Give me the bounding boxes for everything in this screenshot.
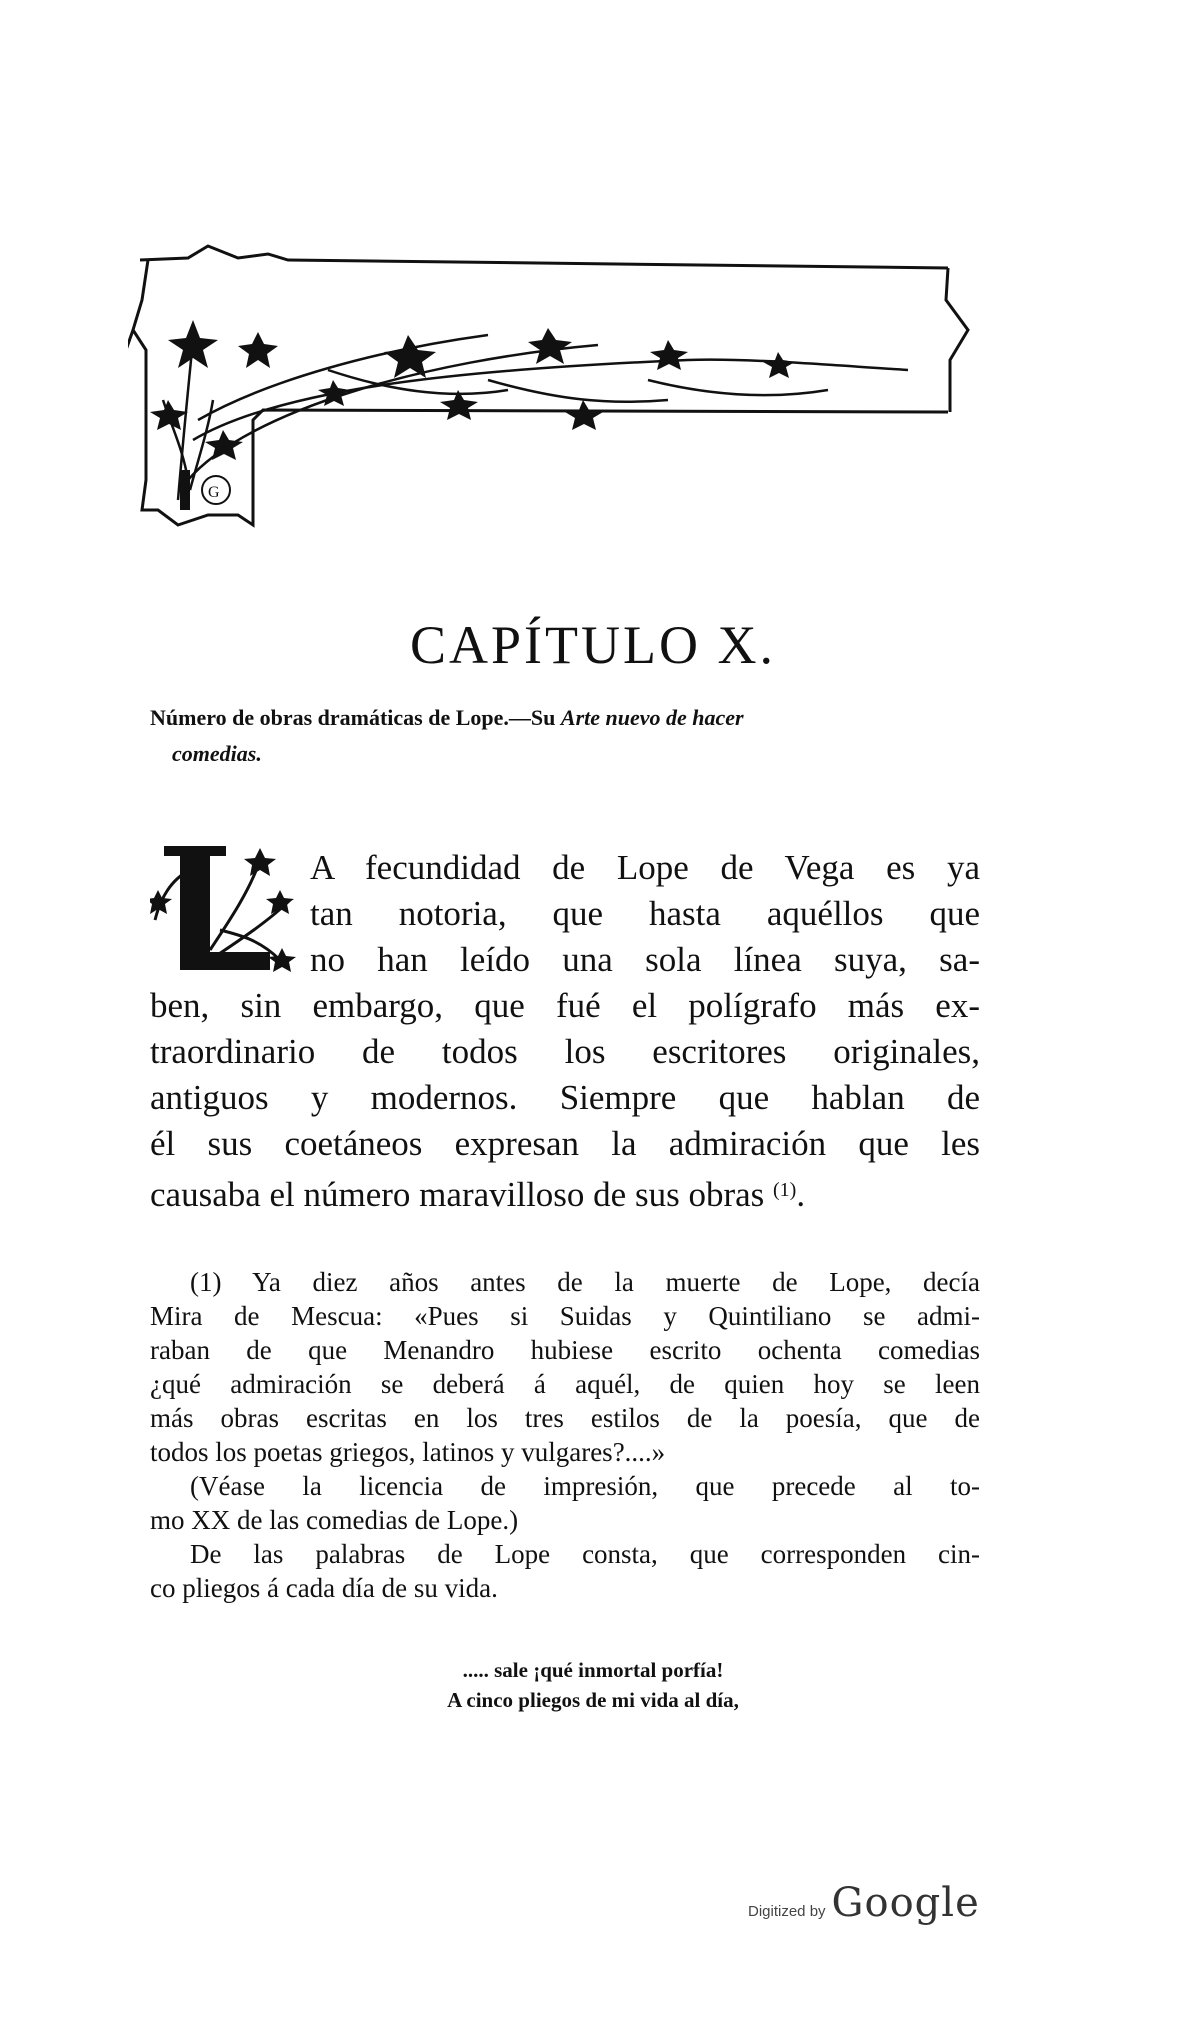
body-line: A fecundidad de Lope de Vega es ya bbox=[310, 848, 980, 887]
body-line-last: causaba el número maravilloso de sus obras $^{(1)}$. bbox=[150, 1175, 806, 1214]
body-line: no han leído una sola línea suya, sa- bbox=[310, 940, 980, 979]
floral-header-ornament bbox=[128, 240, 988, 570]
footnote-line: (1) Ya diez años antes de la muerte de Lope, decía bbox=[190, 1267, 980, 1297]
digitized-watermark bbox=[748, 1880, 980, 1926]
footnote-line: co pliegos á cada día de su vida. bbox=[150, 1573, 498, 1603]
footnote-line: ¿qué admiración se deberá á aquél, de quien hoy se leen bbox=[150, 1369, 980, 1399]
footnote bbox=[150, 1265, 980, 1605]
svg-text:G: G bbox=[208, 484, 220, 501]
body-line: tan notoria, que hasta aquéllos que bbox=[310, 894, 980, 933]
body-line: antiguos y modernos. Siempre que hablan de bbox=[150, 1078, 980, 1117]
verse-line: ..... sale ¡qué inmortal porfía! bbox=[462, 1658, 724, 1682]
summary-lead: Número de obras dramáticas de Lope.—Su bbox=[150, 705, 561, 730]
footnote-line: De las palabras de Lope consta, que corresponden cin- bbox=[190, 1539, 980, 1569]
summary-italic: Arte nuevo de hacer bbox=[560, 705, 744, 730]
verse-quote bbox=[0, 1655, 1186, 1715]
footnote-line: (Véase la licencia de impresión, que precede al to- bbox=[190, 1471, 980, 1501]
verse-line: A cinco pliegos de mi vida al día, bbox=[447, 1688, 739, 1712]
body-line: él sus coetáneos expresan la admiración que les bbox=[150, 1124, 980, 1163]
summary-line-2: comedias. bbox=[172, 741, 262, 766]
footnote-line: todos los poetas griegos, latinos y vulgares?....» bbox=[150, 1437, 666, 1467]
body-line: traordinario de todos los escritores originales, bbox=[150, 1032, 980, 1071]
chapter-title: CAPÍTULO X. bbox=[410, 615, 776, 676]
chapter-summary bbox=[150, 700, 980, 772]
footnote-line: mo XX de las comedias de Lope.) bbox=[150, 1505, 519, 1535]
body-line: ben, sin embargo, que fué el polígrafo más ex- bbox=[150, 986, 980, 1025]
footnote-marker: (1) bbox=[773, 1179, 797, 1201]
opening-paragraph bbox=[150, 845, 980, 1218]
footnote-line: más obras escritas en los tres estilos de la poesía, que de bbox=[150, 1403, 980, 1433]
watermark-prefix: Digitized by bbox=[748, 1903, 826, 1920]
footnote-line: Mira de Mescua: «Pues si Suidas y Quintiliano se admi- bbox=[150, 1301, 980, 1331]
watermark-brand: Google bbox=[831, 1880, 980, 1926]
footnote-line: raban de que Menandro hubiese escrito ochenta comedias bbox=[150, 1335, 980, 1365]
